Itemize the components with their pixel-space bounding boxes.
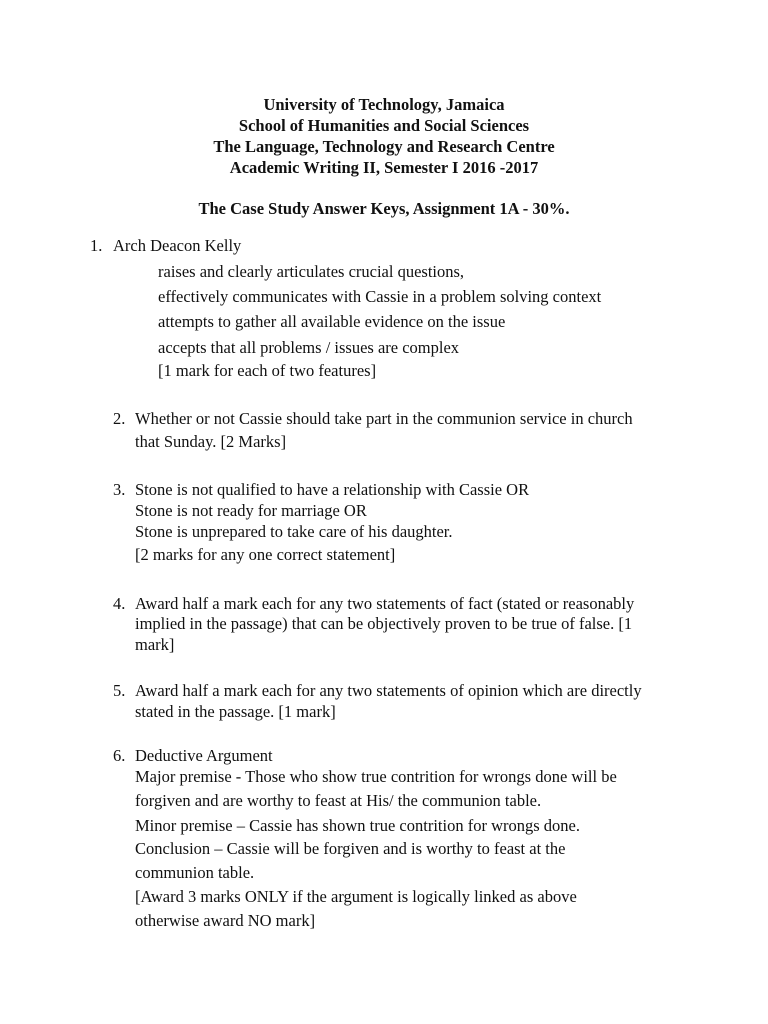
item-line: raises and clearly articulates crucial questions, bbox=[158, 262, 465, 281]
item-number: 2. bbox=[113, 409, 126, 428]
item-line: Award half a mark each for any two statements of fact (stated or reasonably bbox=[135, 594, 635, 613]
document-title: The Case Study Answer Keys, Assignment 1A - 30%. bbox=[198, 199, 570, 218]
item-line: Whether or not Cassie should take part in the communion service in church bbox=[135, 409, 633, 428]
item-line: Stone is unprepared to take care of his daughter. bbox=[135, 522, 453, 541]
item-line: Stone is not ready for marriage OR bbox=[135, 501, 367, 520]
school-name: School of Humanities and Social Sciences bbox=[238, 116, 530, 135]
item-number: 5. bbox=[113, 681, 126, 700]
item-heading: Deductive Argument bbox=[135, 746, 273, 765]
item-line: Conclusion – Cassie will be forgiven and is worthy to feast at the bbox=[135, 839, 566, 858]
item-line: Minor premise – Cassie has shown true contrition for wrongs done. bbox=[135, 816, 580, 835]
item-line: effectively communicates with Cassie in a problem solving context bbox=[158, 287, 602, 306]
item-line: Award half a mark each for any two statements of opinion which are directly bbox=[135, 681, 642, 700]
item-line: forgiven and are worthy to feast at His/ the communion table. bbox=[135, 791, 542, 810]
item-line: stated in the passage. [1 mark] bbox=[135, 702, 336, 721]
item-line: Major premise - Those who show true contrition for wrongs done will be bbox=[135, 767, 617, 786]
item-heading: Arch Deacon Kelly bbox=[113, 236, 242, 255]
item-line: mark] bbox=[135, 635, 175, 654]
item-line: accepts that all problems / issues are complex bbox=[158, 338, 460, 357]
item-line: implied in the passage) that can be objectively proven to be true of false. [1 bbox=[135, 614, 633, 633]
item-mark-note: [2 marks for any one correct statement] bbox=[135, 545, 396, 564]
item-line: attempts to gather all available evidence on the issue bbox=[158, 312, 506, 331]
item-mark-note: [Award 3 marks ONLY if the argument is logically linked as above bbox=[135, 887, 577, 906]
item-number: 6. bbox=[113, 746, 126, 765]
item-line: that Sunday. [2 Marks] bbox=[135, 432, 287, 451]
course-name: Academic Writing II, Semester I 2016 -2017 bbox=[229, 158, 539, 177]
item-line: Stone is not qualified to have a relationship with Cassie OR bbox=[135, 480, 530, 499]
item-line: communion table. bbox=[135, 863, 255, 882]
item-number: 1. bbox=[90, 236, 103, 255]
item-mark-note: otherwise award NO mark] bbox=[135, 911, 316, 930]
university-name: University of Technology, Jamaica bbox=[263, 95, 505, 114]
item-number: 3. bbox=[113, 480, 126, 499]
item-number: 4. bbox=[113, 594, 126, 613]
centre-name: The Language, Technology and Research Centre bbox=[213, 137, 555, 156]
item-mark-note: [1 mark for each of two features] bbox=[158, 361, 377, 380]
